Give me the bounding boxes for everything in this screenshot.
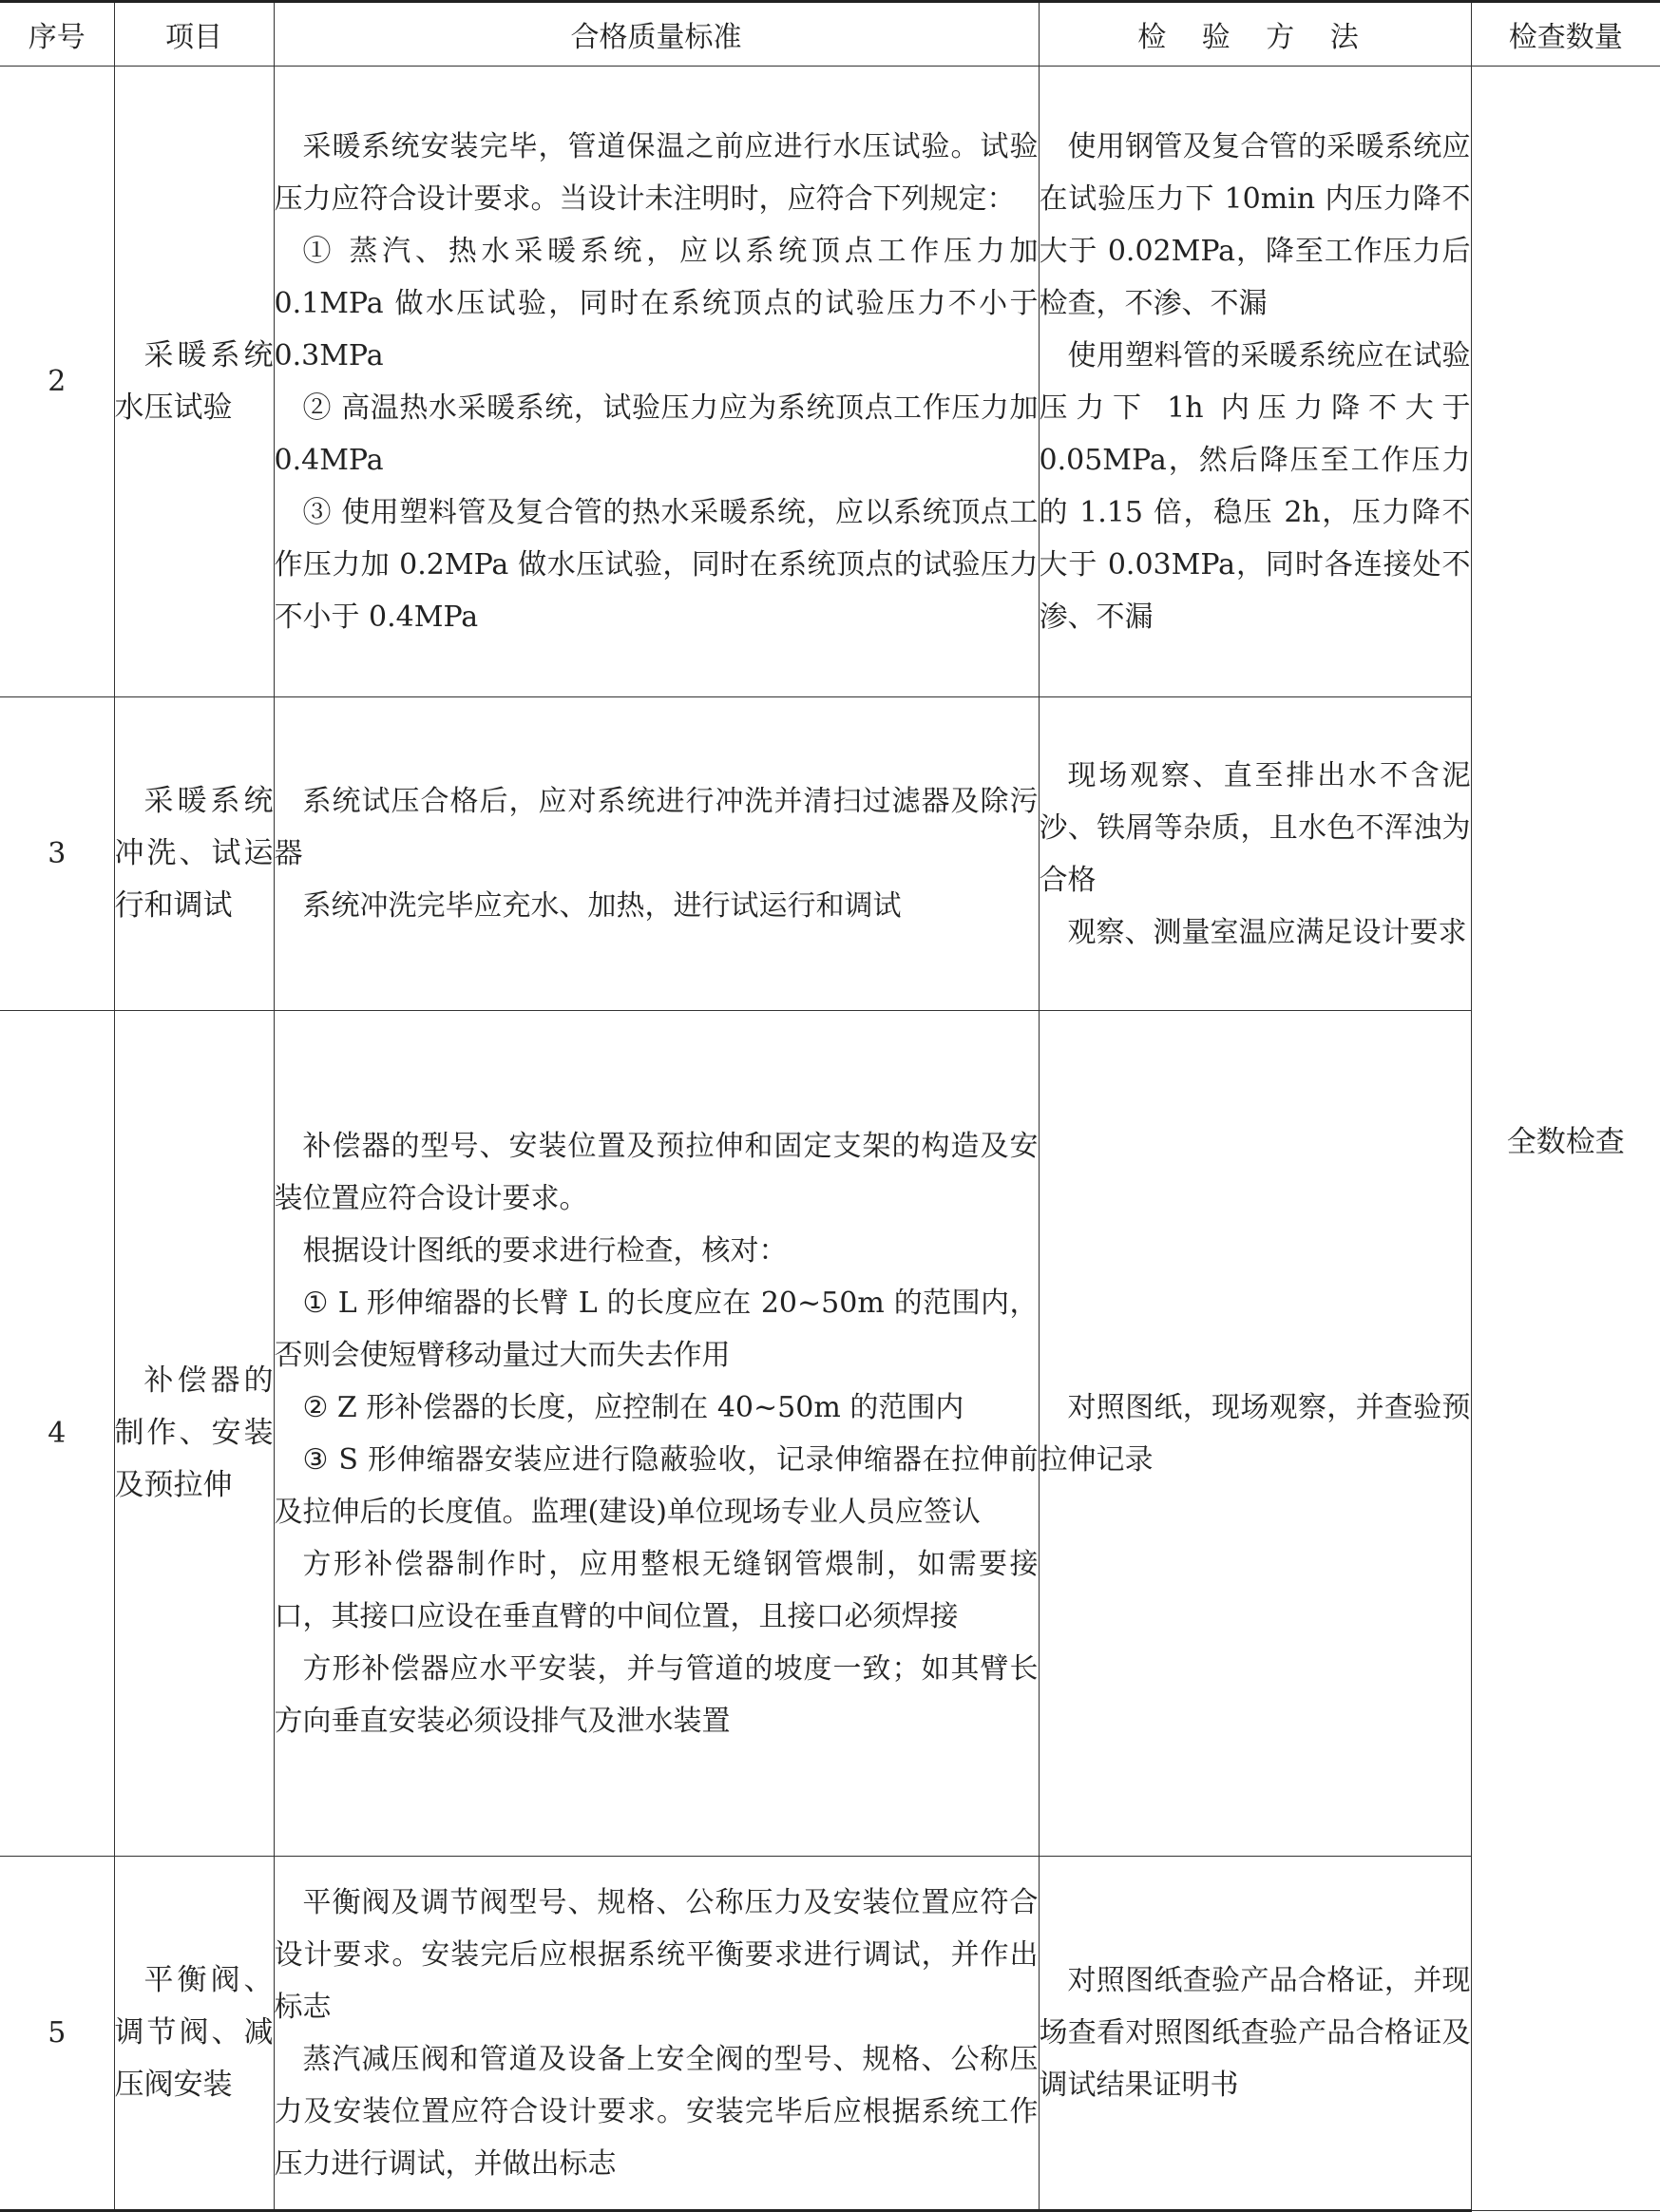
standard-paragraph: 根据设计图纸的要求进行检查，核对： [302,1233,788,1268]
table-header-row [0,2,1660,67]
header-no: 序号 [0,2,114,67]
standard-paragraph: 方形补偿器制作时，应用整根无缝钢管煨制，如需要接口，其接口应设在垂直臂的中间位置，且接口必须焊接 [274,1547,1039,1633]
row-standard [274,67,1039,697]
row-method [1039,1011,1471,1857]
method-paragraph: 观察、测量室温应满足设计要求 [1067,915,1467,949]
method-paragraph: 使用塑料管的采暖系统应在试验压力下 1h 内压力降不大于 0.05MPa，然后降压至工作压力的 1.15 倍，稳压 2h，压力降不大于 0.03MPa，同时各连接处不渗、不漏 [1039,338,1471,634]
row-item [114,1857,274,2211]
standard-paragraph: ③ S 形伸缩器安装应进行隐蔽验收，记录伸缩器在拉伸前及拉伸后的长度值。监理(建设)单位现场专业人员应签认 [274,1442,1039,1529]
row-item [114,1011,274,1857]
standard-paragraph: 系统试压合格后，应对系统进行冲洗并清扫过滤器及除污器 [274,785,1039,870]
standard-paragraph: 采暖系统安装完毕，管道保温之前应进行水压试验。试验压力应符合设计要求。当设计未注明时，应符合下列规定： [274,129,1039,216]
row-standard [274,1857,1039,2211]
row-standard [274,697,1039,1011]
row-item-text: 平衡阀、调节阀、减压阀安装 [114,1963,274,2102]
row-item-text: 采暖系统水压试验 [114,337,274,425]
standard-paragraph: 方形补偿器应水平安装，并与管道的坡度一致；如其臂长方向垂直安装必须设排气及泄水装置 [274,1651,1039,1738]
row-item [114,697,274,1011]
method-paragraph: 使用钢管及复合管的采暖系统应在试验压力下 10min 内压力降不大于 0.02MPa，降至工作压力后检查，不渗、不漏 [1039,129,1471,320]
standard-paragraph: ② 高温热水采暖系统，试验压力应为系统顶点工作压力加 0.4MPa [274,391,1039,477]
standard-paragraph: 蒸汽减压阀和管道及设备上安全阀的型号、规格、公称压力及安装位置应符合设计要求。安装完毕后应根据系统工作压力进行调试，并做出标志 [274,2042,1039,2181]
table-row [0,697,1660,1011]
header-method: 检 验 方 法 [1039,2,1471,67]
standard-paragraph: ② Z 形补偿器的长度，应控制在 40~50m 的范围内 [302,1390,964,1424]
method-paragraph: 对照图纸，现场观察，并查验预拉伸记录 [1039,1390,1471,1477]
row-number: 4 [0,1011,114,1857]
table-row [0,67,1660,697]
standard-paragraph: ③ 使用塑料管及复合管的热水采暖系统，应以系统顶点工作压力加 0.2MPa 做水压试验，同时在系统顶点的试验压力不小于 0.4MPa [274,495,1039,634]
standard-paragraph: ① 蒸汽、热水采暖系统，应以系统顶点工作压力加 0.1MPa 做水压试验，同时在系统顶点的试验压力不小于 0.3MPa [274,234,1039,372]
inspection-quantity: 全数检查 [1471,67,1660,2211]
row-item-text: 补偿器的制作、安装及预拉伸 [114,1363,274,1502]
row-standard [274,1011,1039,1857]
row-item-text: 采暖系统冲洗、试运行和调试 [114,784,274,923]
standard-paragraph: 补偿器的型号、安装位置及预拉伸和固定支架的构造及安装位置应符合设计要求。 [274,1129,1039,1215]
row-method [1039,1857,1471,2211]
header-standard: 合格质量标准 [274,2,1039,67]
table-row [0,1857,1660,2211]
row-number: 5 [0,1857,114,2211]
method-paragraph: 对照图纸查验产品合格证，并现场查看对照图纸查验产品合格证及调试结果证明书 [1039,1964,1471,2102]
row-method [1039,697,1471,1011]
header-quantity: 检查数量 [1471,2,1660,67]
standard-paragraph: 平衡阀及调节阀型号、规格、公称压力及安装位置应符合设计要求。安装完后应根据系统平衡要求进行调试，并作出标志 [274,1885,1039,2024]
header-item: 项目 [114,2,274,67]
method-paragraph: 现场观察、直至排出水不含泥沙、铁屑等杂质，且水色不浑浊为合格 [1039,758,1471,897]
row-number: 3 [0,697,114,1011]
standard-paragraph: ① L 形伸缩器的长臂 L 的长度应在 20~50m 的范围内，否则会使短臂移动量过大而失去作用 [274,1286,1039,1372]
table-row [0,1011,1660,1857]
row-item [114,67,274,697]
row-number: 2 [0,67,114,697]
row-method [1039,67,1471,697]
standard-paragraph: 系统冲洗完毕应充水、加热，进行试运行和调试 [302,889,902,923]
